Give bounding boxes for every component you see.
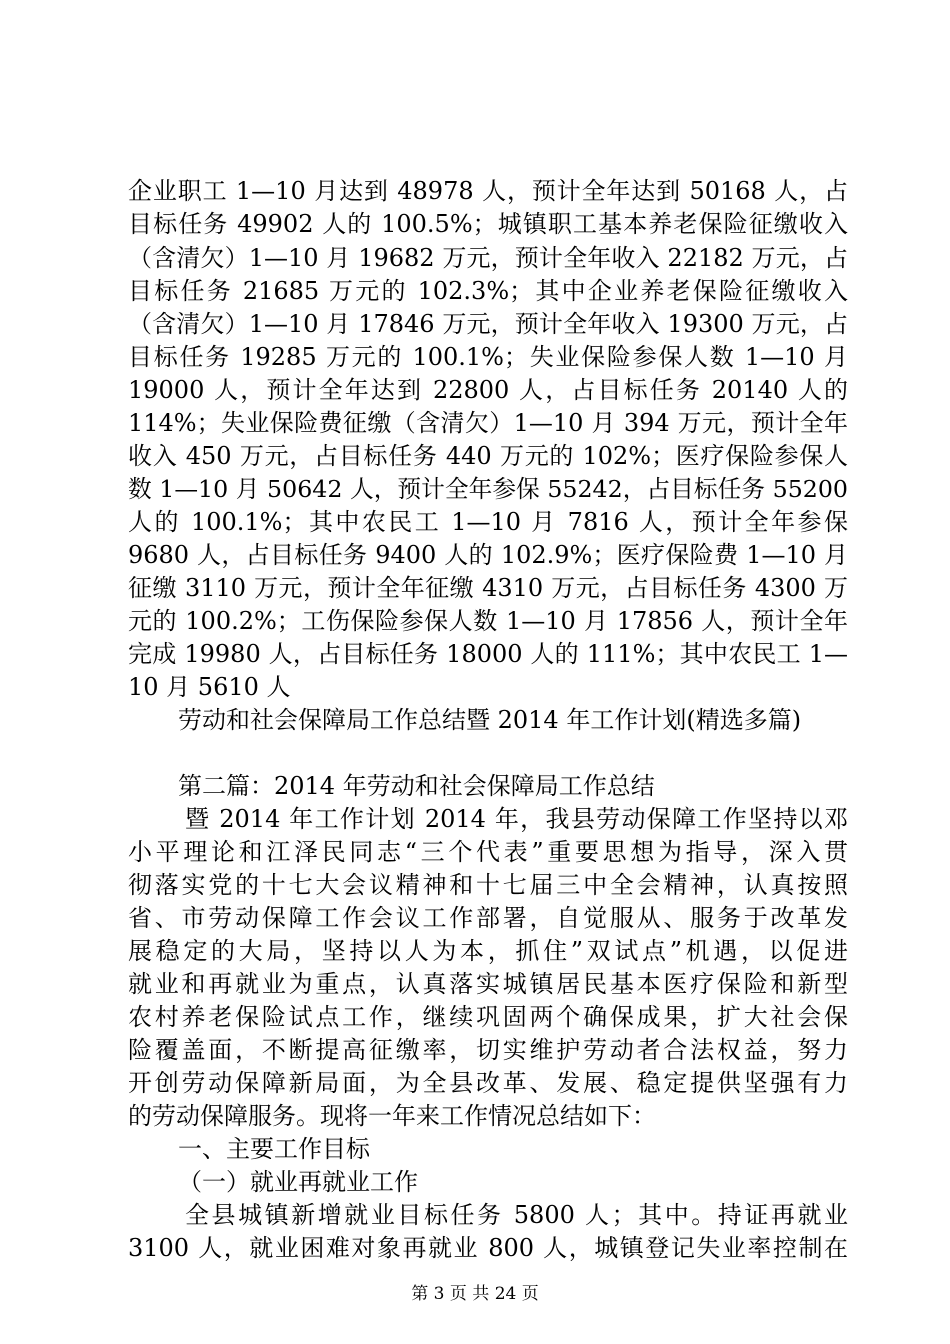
text-line: 10 月 5610 人 — [128, 673, 291, 701]
text-line: 全县城镇新增就业目标任务 5800 人；其中。持证再就业 — [185, 1201, 848, 1229]
document-title-line: 劳动和社会保障局工作总结暨 2014 年工作计划(精选多篇) — [178, 706, 802, 734]
text-line: 目标任务 49902 人的 100.5%；城镇职工基本养老保险征缴收入 — [128, 210, 848, 238]
text-line: 19000 人，预计全年达到 22800 人，占目标任务 20140 人的 — [128, 376, 848, 404]
heading-main-goals: 一、主要工作目标 — [178, 1135, 370, 1163]
text-line: 的劳动保障服务。现将一年来工作情况总结如下： — [128, 1102, 656, 1130]
text-line: 目标任务 19285 万元的 100.1%；失业保险参保人数 1—10 月 — [128, 343, 848, 371]
text-line: 险覆盖面，不断提高征缴率，切实维护劳动者合法权益，努力 — [128, 1036, 848, 1064]
text-line: 114%；失业保险费征缴（含清欠）1—10 月 394 万元，预计全年 — [128, 409, 848, 437]
text-line: 小平理论和江泽民同志“三个代表”重要思想为指导，深入贯 — [128, 838, 848, 866]
text-line: 暨 2014 年工作计划 2014 年，我县劳动保障工作坚持以邓 — [185, 805, 848, 833]
text-line: 省、市劳动保障工作会议工作部署，自觉服从、服务于改革发 — [128, 904, 848, 932]
text-line: 就业和再就业为重点，认真落实城镇居民基本医疗保险和新型 — [128, 970, 848, 998]
text-line: 农村养老保险试点工作，继续巩固两个确保成果，扩大社会保 — [128, 1003, 848, 1031]
text-line: 彻落实党的十七大会议精神和十七届三中全会精神，认真按照 — [128, 871, 848, 899]
section-heading: 第二篇：2014 年劳动和社会保障局工作总结 — [178, 772, 655, 800]
page-number-footer: 第 3 页 共 24 页 — [411, 1284, 539, 1304]
text-line: 数 1—10 月 50642 人，预计全年参保 55242，占目标任务 55200 — [128, 475, 848, 503]
text-line: 开创劳动保障新局面，为全县改革、发展、稳定提供坚强有力 — [128, 1069, 848, 1097]
text-line: 征缴 3110 万元，预计全年征缴 4310 万元，占目标任务 4300 万 — [128, 574, 848, 602]
text-line: 目标任务 21685 万元的 102.3%；其中企业养老保险征缴收入 — [128, 277, 848, 305]
text-line: （含清欠）1—10 月 19682 万元，预计全年收入 22182 万元，占 — [128, 244, 848, 272]
text-line: 企业职工 1—10 月达到 48978 人，预计全年达到 50168 人，占 — [128, 177, 848, 205]
text-line: 9680 人，占目标任务 9400 人的 102.9%；医疗保险费 1—10 月 — [128, 541, 848, 569]
heading-employment: （一）就业再就业工作 — [178, 1168, 418, 1196]
text-line: 3100 人，就业困难对象再就业 800 人，城镇登记失业率控制在 — [128, 1234, 848, 1262]
text-line: 人的 100.1%；其中农民工 1—10 月 7816 人，预计全年参保 — [128, 508, 848, 536]
text-line: 收入 450 万元，占目标任务 440 万元的 102%；医疗保险参保人 — [128, 442, 848, 470]
text-line: 展稳定的大局，坚持以人为本，抓住”双试点”机遇，以促进 — [128, 937, 848, 965]
text-line: 完成 19980 人，占目标任务 18000 人的 111%；其中农民工 1— — [128, 640, 848, 668]
text-line: （含清欠）1—10 月 17846 万元，预计全年收入 19300 万元，占 — [128, 310, 848, 338]
text-line: 元的 100.2%；工伤保险参保人数 1—10 月 17856 人，预计全年 — [128, 607, 848, 635]
